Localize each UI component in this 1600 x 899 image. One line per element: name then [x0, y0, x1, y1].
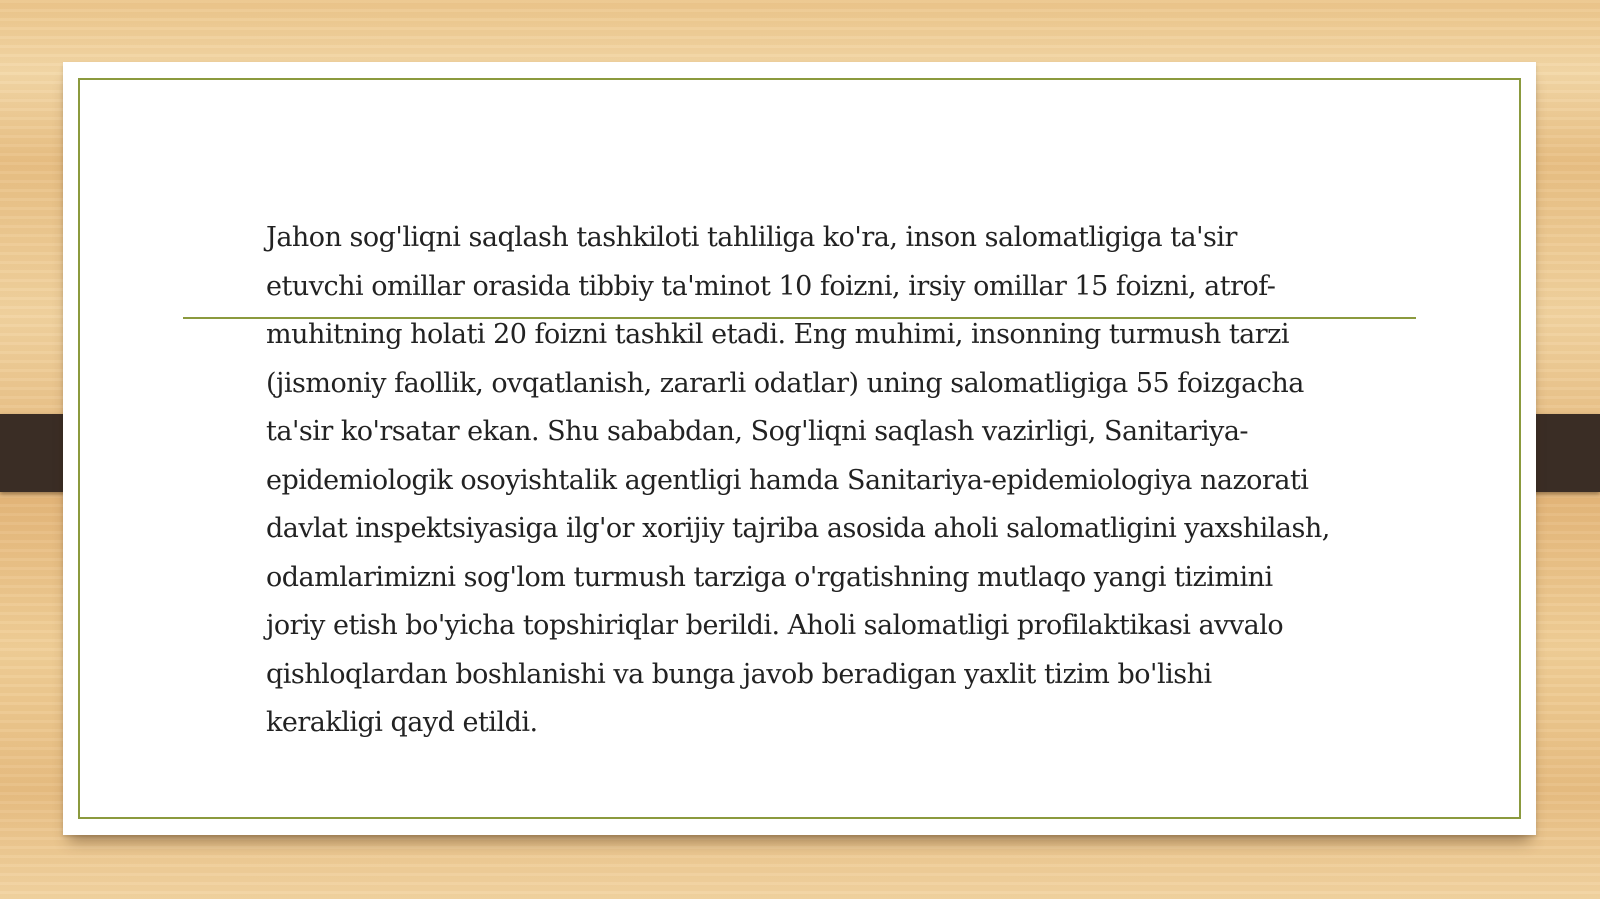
slide-body-text: Jahon sog'liqni saqlash tashkiloti tahliliga ko'ra, inson salomatligiga ta'sir etuvchi omillar orasida tibbiy ta'minot 10 foizni, irsiy omillar 15 foizni, atrof-muhitning holati 20 foizni tashkil etadi. Eng muhimi, insonning turmush tarzi (jismoniy faollik, ovqatlanish, zararli odatlar) uning salomatligiga 55 foizgacha ta'sir ko'rsatar ekan. Shu sababdan, Sog'liqni saqlash vazirligi, Sanitariya-epidemiologik osoyishtalik agentligi hamda Sanitariya-epidemiologiya nazorati davlat inspektsiyasiga ilg'or xorijiy tajriba asosida aholi salomatligini yaxshilash, odamlarimizni sog'lom turmush tarziga o'rgatishning mutlaqo yangi tizimini joriy etish bo'yicha topshiriqlar berildi. Aholi salomatligi profilaktikasi avvalo qishloqlardan boshlanishi va bunga javob beradigan yaxlit tizim bo'lishi kerakligi qayd etildi. — [266, 222, 1330, 738]
slide-card — [63, 62, 1536, 835]
